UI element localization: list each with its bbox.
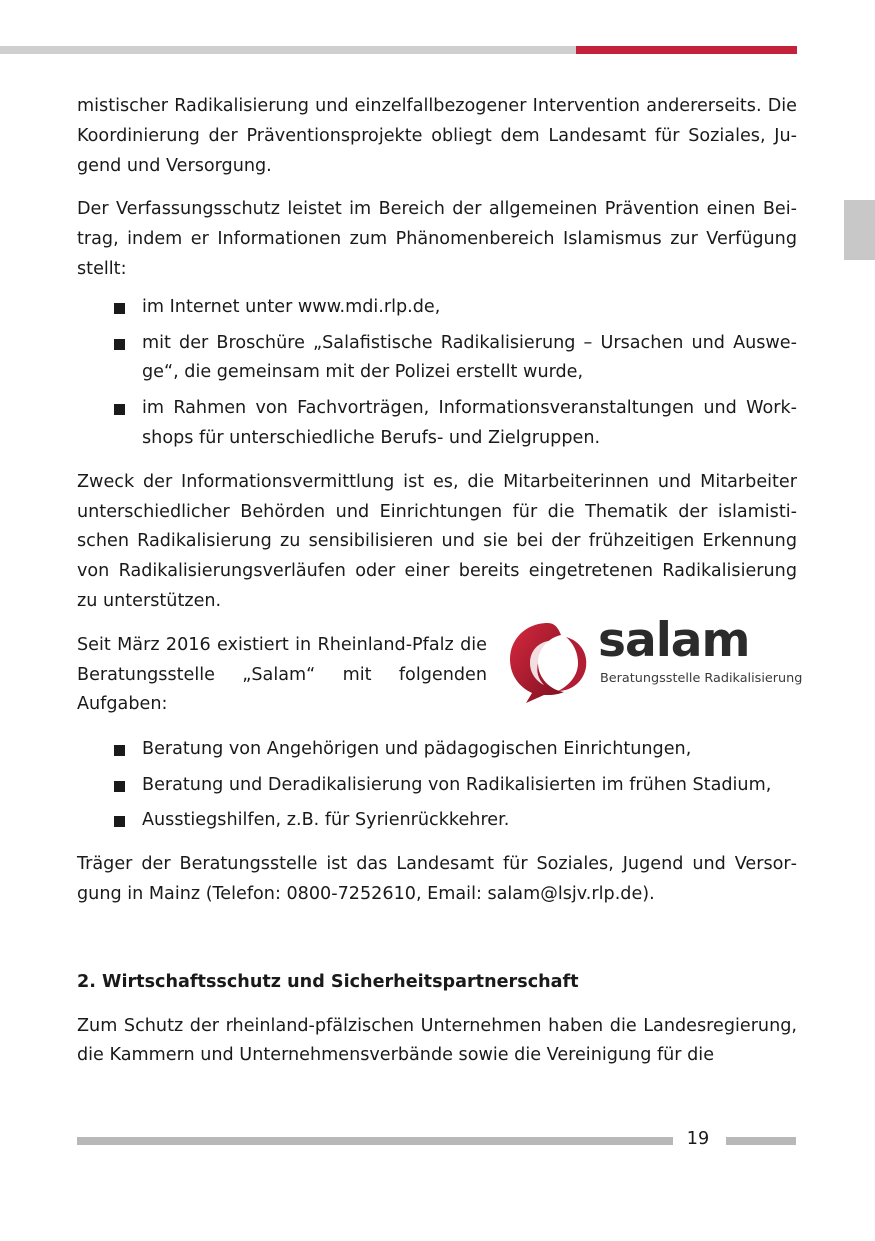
square-bullet-icon — [114, 781, 125, 792]
paragraph-zweck: Zweck der Informationsvermittlung ist es, die Mitarbeiterinnen und Mitarbeiter unterschiedlicher Behörden und Einrichtungen für die Thematik der islamistischen Radikalisierung zu sensibilisieren und sie bei der frühzeitigen Erkennung von Radikalisierungsverläufen oder einer bereits eingetretenen Radikalisierung zu unterstützen. — [77, 471, 797, 611]
section-heading: 2. Wirtschaftsschutz und Sicherheitspartnerschaft — [77, 971, 579, 992]
list-item: Beratung und Deradikalisierung von Radikalisierten im frühen Stadium, — [77, 771, 797, 801]
paragraph-wirtschaftsschutz: Zum Schutz der rheinland-pfälzischen Unternehmen haben die Landesregierung, die Kammern und Unternehmensverbände sowie die Vereinigung für die — [77, 1015, 797, 1066]
footer-rule-right — [726, 1137, 796, 1145]
paragraph-intro: mistischer Radikalisierung und einzelfallbezogener Intervention andererseits. Die Koordinierung der Präventionsprojekte obliegt dem Landesamt für Soziales, Jugend und Versorgung. — [77, 96, 797, 176]
salam-subtitle: Beratungsstelle Radikalisierung — [600, 670, 803, 686]
list-item: mit der Broschüre „Salafistische Radikalisierung – Ursachen und Auswege“, die gemeinsam mit der Polizei erstellt wurde, — [77, 329, 797, 389]
square-bullet-icon — [114, 339, 125, 350]
page-body — [77, 92, 803, 1071]
footer-rule-left — [77, 1137, 673, 1145]
square-bullet-icon — [114, 816, 125, 827]
square-bullet-icon — [114, 404, 125, 415]
salam-logo — [504, 612, 803, 705]
paragraph-salam: Seit März 2016 existiert in Rheinland-Pfalz die Beratungsstelle „Salam“ mit folgenden Aufgaben: — [77, 634, 487, 715]
list-item: Beratung von Angehörigen und pädagogischen Einrichtungen, — [77, 735, 797, 765]
header-rule-grey — [0, 46, 576, 54]
paragraph-traeger: Träger der Beratungsstelle ist das Landesamt für Soziales, Jugend und Versorgung in Mainz (Telefon: 0800-7252610, Email: salam@lsjv.rlp.de). — [77, 854, 797, 904]
page-number: 19 — [686, 1129, 710, 1149]
speech-bubble-logo-icon — [504, 617, 596, 705]
salam-wordmark: salam — [598, 612, 750, 668]
paragraph-verfassungsschutz: Der Verfassungsschutz leistet im Bereich der allgemeinen Prävention einen Beitrag, indem er Informationen zum Phänomenbereich Islamismus zur Verfügung stellt: — [77, 199, 797, 279]
header-rule-red — [576, 46, 797, 54]
salam-intro-block — [77, 612, 803, 727]
list-item: im Internet unter www.mdi.rlp.de, — [77, 293, 797, 323]
list-item: Ausstiegshilfen, z.B. für Syrienrückkehrer. — [77, 806, 797, 836]
square-bullet-icon — [114, 745, 125, 756]
chapter-side-tab — [844, 200, 875, 260]
list-item: im Rahmen von Fachvorträgen, Informationsveranstaltungen und Workshops für unterschiedliche Berufs- und Zielgruppen. — [77, 394, 797, 454]
salam-tasks-list — [77, 735, 797, 836]
prevention-channels-list — [77, 293, 797, 454]
square-bullet-icon — [114, 303, 125, 314]
